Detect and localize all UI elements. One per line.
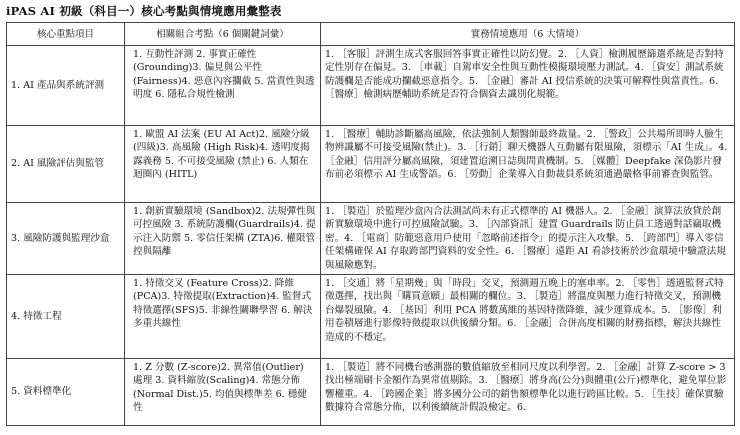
table-row — [7, 46, 735, 126]
header-related-concepts: 相關組合考點（6 個關鍵詞彙） — [125, 23, 321, 46]
table-row — [7, 203, 735, 275]
concepts-cell: 1. 互動性評測 2. 事實正確性(Grounding)3. 偏見與公平性(Fairness)4. 惡意內容攔截 5. 當責性與透明度 6. 隱私合規性檢測 — [125, 46, 321, 126]
page-title: iPAS AI 初級（科目一）核心考點與情境應用彙整表 — [6, 4, 282, 18]
topic-cell: 2. AI 風險評估與監管 — [7, 126, 125, 203]
applications-cell: 1. ［交通］將「星期幾」與「時段」交叉，預測週五晚上的塞車率。2. ［零售］透過監督式特徵選擇，找出與「購買意願」最相關的欄位。3. ［製造］將溫度與壓力進行特徵交叉，預測機台爆裂風險。4. ［基因］利用 PCA 將數萬維的基因特徵降維，減少運算成本。5. ［影像］利用卷積層進行影像特徵提取以供後續分類。6. ［金融］合併高度相關的財務指標，解決共線性造成的不穩定。 — [321, 275, 735, 359]
header-practical-scenarios: 實務情境應用（6 大情境） — [321, 23, 735, 46]
topic-cell: 5. 資料標準化 — [7, 359, 125, 426]
table-header-row — [7, 23, 735, 46]
table-row — [7, 126, 735, 203]
applications-cell: 1. ［製造］將不同機台感測器的數值縮放至相同尺度以利學習。2. ［金融］計算 Z-score > 3 找出極端刷卡金額作為異常值剔除。3. ［醫療］將身高(公分)與體重(公斤)標準化，避免單位影響權重。4. ［跨國企業］將多國分公司的銷售額標準化以進行跨區比較。5. ［生技］確保實驗數據符合常態分佈，以利後續統計假設檢定。6. — [321, 359, 735, 426]
table-row — [7, 275, 735, 359]
applications-cell: 1. ［醫療］輔助診斷屬高風險，依法強制人類醫師最終裁量。2. ［警政］公共場所即時人臉生物辨識屬不可接受風險(禁止)。3. ［行銷］聊天機器人互動屬有限風險，須標示「AI 生成」。4. ［金融］信用評分屬高風險，須建置追溯日誌與問責機制。5. ［媒體］Deepfake 深偽影片發布前必須標示 AI 生成警語。6. ［勞動］企業導入自動裁員系統須通過嚴格事前審查與監管。 — [321, 126, 735, 203]
concepts-cell: 1. Z 分數 (Z-score)2. 異常值(Outlier) 處理 3. 資料縮放(Scaling)4. 常態分佈 (Normal Dist.)5. 均值與標準差 6. 穩健性 — [125, 359, 321, 426]
topic-cell: 1. AI 產品與系統評測 — [7, 46, 125, 126]
table-row — [7, 359, 735, 426]
concepts-cell: 1. 創新實驗環境 (Sandbox)2. 法規彈性與可控風險 3. 系統防護欄(Guardrails)4. 提示注入防禦 5. 零信任架構 (ZTA)6. 權限管控與隔離 — [125, 203, 321, 275]
applications-cell: 1. ［製造］於監理沙盒內合法測試尚未有正式標準的 AI 機器人。2. ［金融］演算法放貸於創新實驗環境中進行可控風險試驗。3. ［內部資訊］建置 Guardrails 防止員工透過對話竊取機密。4. ［電商］防範惡意用戶使用「忽略前述指令」的提示注入攻擊。5. ［跨部門］導入零信任架構確保 AI 存取跨部門資料的安全性。6. ［醫療］遠距 AI 看診技術於沙盒環境中驗證法規與風險應對。 — [321, 203, 735, 275]
header-core-topic: 核心重點項目 — [7, 23, 125, 46]
summary-table — [6, 22, 735, 426]
topic-cell: 3. 風險防護與監理沙盒 — [7, 203, 125, 275]
concepts-cell: 1. 歐盟 AI 法案 (EU AI Act)2. 風險分級 (四級)3. 高風險 (High Risk)4. 透明度揭露義務 5. 不可接受風險 (禁止) 6. 人類在迴圈內 (HITL) — [125, 126, 321, 203]
topic-cell: 4. 特徵工程 — [7, 275, 125, 359]
concepts-cell: 1. 特徵交叉 (Feature Cross)2. 降維 (PCA)3. 特徵提取(Extraction)4. 監督式特徵選擇(SFS)5. 非線性關聯學習 6. 解決多重共線性 — [125, 275, 321, 359]
applications-cell: 1. ［客服］評測生成式客服回答事實正確性以防幻覺。2. ［人資］檢測履歷篩選系統是否對特定性別存在偏見。3. ［車載］自駕車安全性與互動性模擬環境壓力測試。4. ［資安］測試系統防護欄是否能成功攔截惡意指令。5. ［金融］審計 AI 授信系統的決策可解釋性與當責性。6. ［醫療］檢測病歷輔助系統是否符合個資去識別化規範。 — [321, 46, 735, 126]
